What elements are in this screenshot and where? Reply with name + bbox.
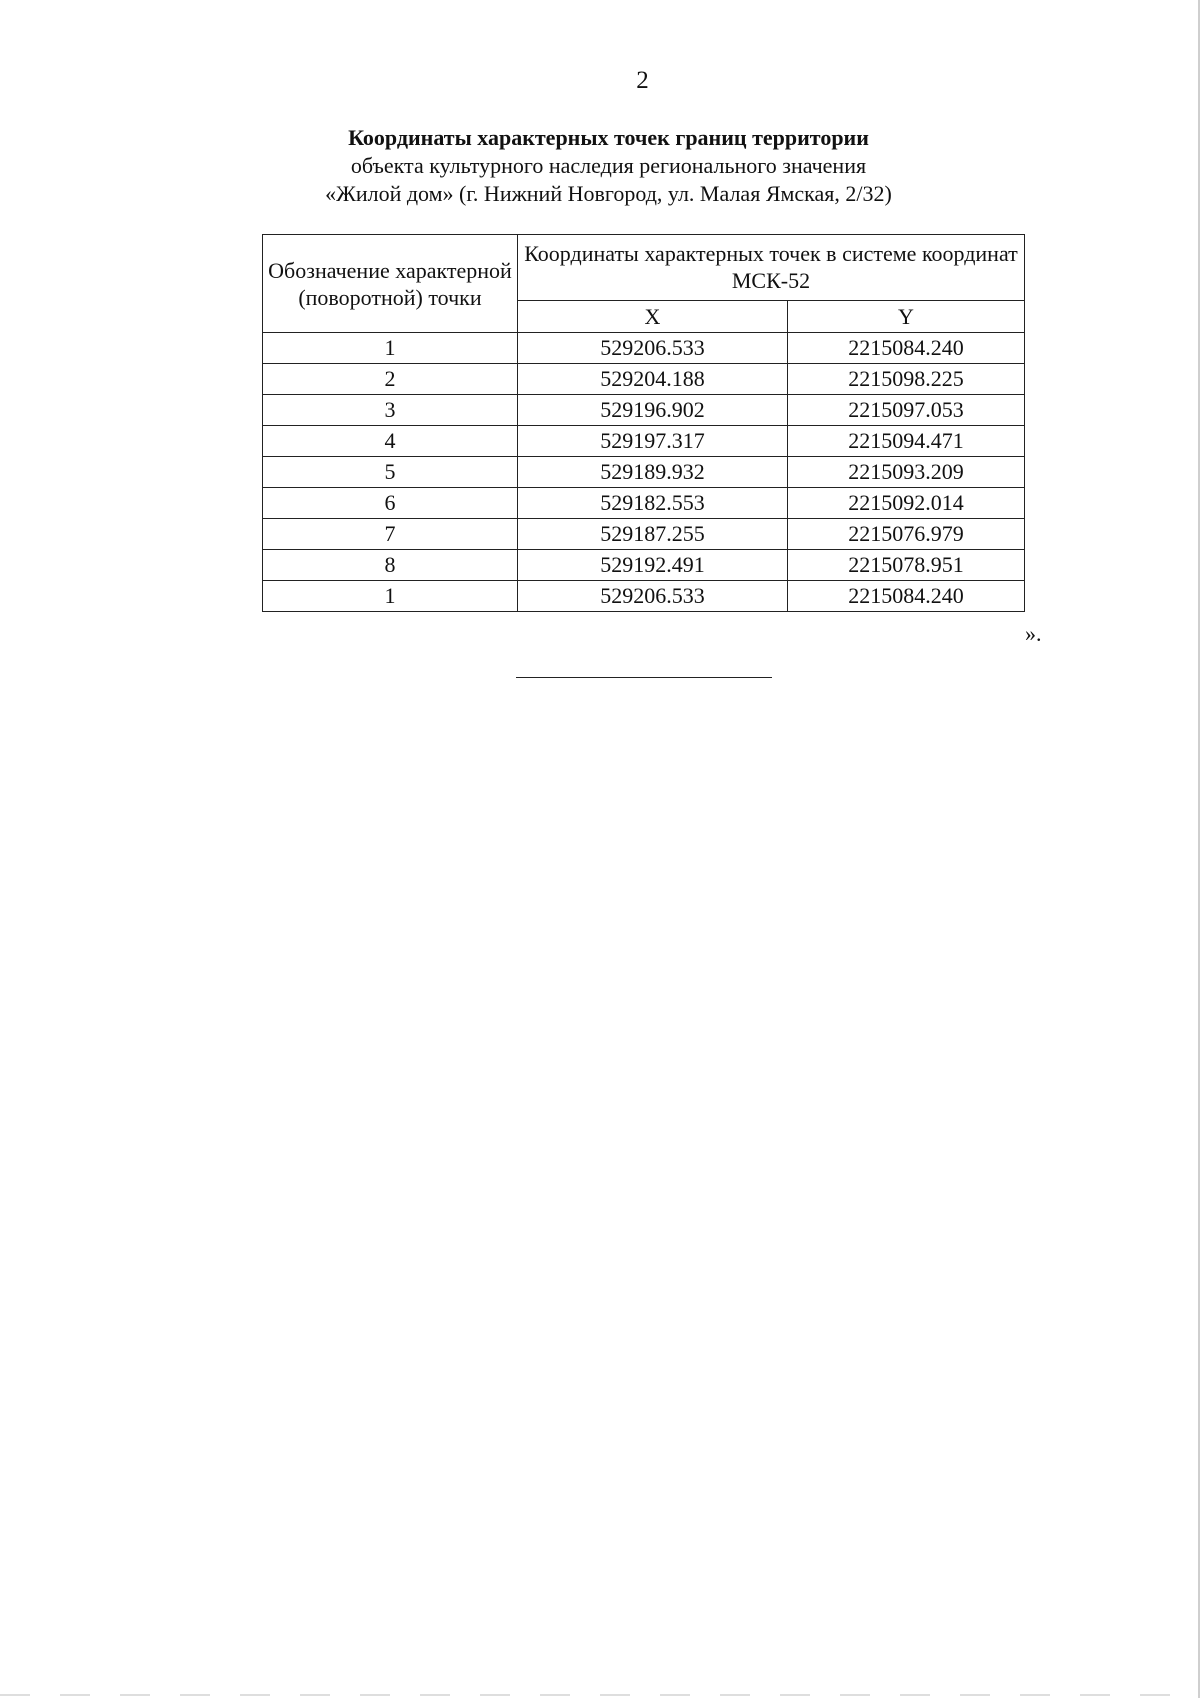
cell-y: 2215097.053 [788,395,1025,426]
heading-title: Координаты характерных точек границ территории [348,125,869,150]
table-row [263,488,1025,519]
heading-line-3: «Жилой дом» (г. Нижний Новгород, ул. Малая Ямская, 2/32) [325,181,892,206]
cell-y: 2215092.014 [788,488,1025,519]
cell-point: 7 [263,519,518,550]
table-header [263,235,1025,333]
table-row [263,426,1025,457]
cell-y: 2215076.979 [788,519,1025,550]
cell-y: 2215084.240 [788,333,1025,364]
table-row [263,519,1025,550]
table-row [263,333,1025,364]
heading-line-2: объекта культурного наследия регионального значения [350,153,867,178]
page-number: 2 [636,67,649,94]
header-coordinates-group: Координаты характерных точек в системе координат МСК-52 [518,235,1025,301]
cell-x: 529206.533 [518,333,788,364]
cell-y: 2215094.471 [788,426,1025,457]
cell-x: 529206.533 [518,581,788,612]
cell-y: 2215098.225 [788,364,1025,395]
table-row [263,364,1025,395]
cell-x: 529204.188 [518,364,788,395]
cell-y: 2215078.951 [788,550,1025,581]
cell-x: 529182.553 [518,488,788,519]
cell-x: 529187.255 [518,519,788,550]
header-point-designation: Обозначение характерной (поворотной) точки [263,235,518,333]
cell-point: 8 [263,550,518,581]
closing-quote-mark: ». [1025,621,1042,646]
cell-point: 6 [263,488,518,519]
document-heading [0,124,1200,208]
table-row [263,550,1025,581]
cell-y: 2215084.240 [788,581,1025,612]
table-row [263,581,1025,612]
cell-point: 4 [263,426,518,457]
cell-point: 2 [263,364,518,395]
cell-point: 3 [263,395,518,426]
cell-x: 529197.317 [518,426,788,457]
cell-x: 529192.491 [518,550,788,581]
table-row [263,457,1025,488]
cell-x: 529189.932 [518,457,788,488]
cell-y: 2215093.209 [788,457,1025,488]
cell-point: 5 [263,457,518,488]
cell-point: 1 [263,333,518,364]
header-y: Y [788,300,1025,332]
table-body [263,333,1025,612]
header-x: X [518,300,788,332]
cell-point: 1 [263,581,518,612]
cell-x: 529196.902 [518,395,788,426]
scan-bottom-edge [0,1694,1200,1696]
coordinates-table [262,234,1025,612]
end-divider [516,677,772,678]
table-row [263,395,1025,426]
